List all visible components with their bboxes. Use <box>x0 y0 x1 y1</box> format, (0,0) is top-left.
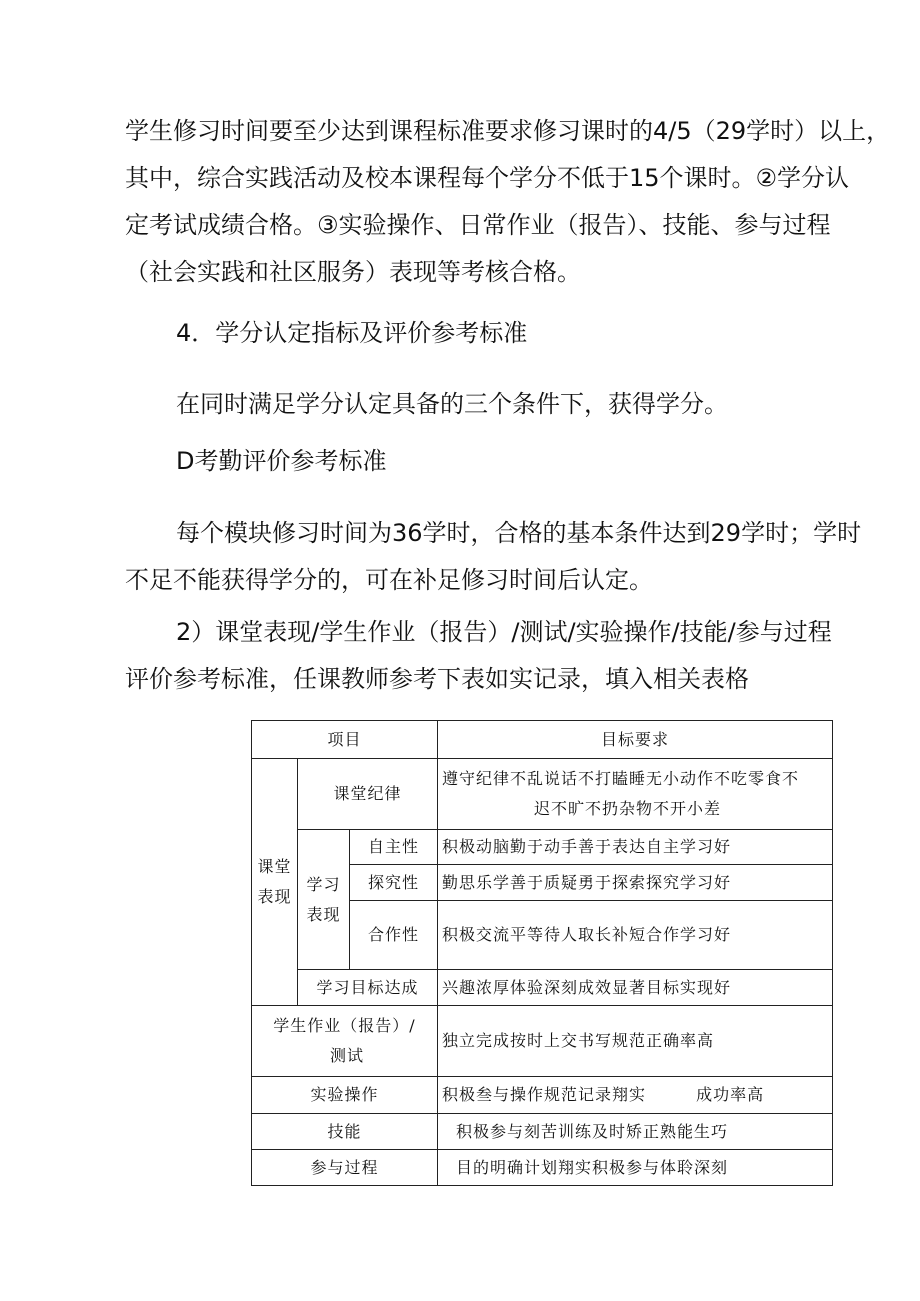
table-row <box>252 830 833 865</box>
requirement-line: 迟不旷不扔杂物不开小差 <box>534 799 722 818</box>
paragraph-line: 不足不能获得学分的，可在补足修习时间后认定。 <box>125 566 653 594</box>
skill-label-cell: 技能 <box>252 1114 438 1150</box>
header-requirement-cell: 目标要求 <box>438 721 833 759</box>
cooperation-requirement-cell: 积极交流平等待人取长补短合作学习好 <box>438 901 833 970</box>
discipline-requirement-cell <box>438 759 833 830</box>
paragraph-line: 定考试成绩合格。③实验操作、日常作业（报告）、技能、参与过程 <box>125 211 831 239</box>
paragraph-evaluation-standards <box>125 609 832 703</box>
header-item-cell: 项目 <box>252 721 438 759</box>
group-label-line: 表现 <box>306 904 341 924</box>
paragraph-line: 学生修习时间要至少达到课程标准要求修习课时的4/5（29学时）以上， <box>125 117 891 145</box>
inquiry-requirement-cell: 勤思乐学善于质疑勇于探索探究学习好 <box>438 865 833 901</box>
experiment-requirement-tail: 成功率高 <box>696 1085 765 1104</box>
paragraph-line: 其中，综合实践活动及校本课程每个学分不低于15个课时。②学分认 <box>125 164 850 192</box>
experiment-label-cell: 实验操作 <box>252 1077 438 1114</box>
group-label-line: 表现 <box>257 887 292 906</box>
autonomy-label-cell: 自主性 <box>350 830 438 865</box>
section-heading-credit-indicators: 4．学分认定指标及评价参考标准 <box>176 319 528 347</box>
table-row <box>252 759 833 830</box>
table-row <box>252 1006 833 1077</box>
homework-label-line: 学生作业（报告）/ <box>273 1016 416 1035</box>
paragraph-line: 每个模块修习时间为36学时，合格的基本条件达到29学时；学时 <box>176 519 862 547</box>
discipline-label-cell: 课堂纪律 <box>298 759 438 830</box>
goal-label-cell: 学习目标达成 <box>298 970 438 1006</box>
group-label-line: 学习 <box>306 874 341 894</box>
cooperation-label-cell: 合作性 <box>350 901 438 970</box>
inquiry-label-cell: 探究性 <box>350 865 438 901</box>
goal-requirement-cell: 兴趣浓厚体验深刻成效显著目标实现好 <box>438 970 833 1006</box>
table-row <box>252 970 833 1006</box>
requirement-line: 遵守纪律不乱说话不打瞌睡无小动作不吃零食不 <box>442 769 800 788</box>
section-heading-attendance: D考勤评价参考标准 <box>176 447 387 475</box>
paragraph-line: 2）课堂表现/学生作业（报告）/测试/实验操作/技能/参与过程 <box>176 618 832 646</box>
paragraph-line: 评价参考标准，任课教师参考下表如实记录，填入相关表格 <box>125 665 749 693</box>
group-label-line: 课堂 <box>257 857 292 876</box>
learning-performance-group-cell <box>298 830 350 970</box>
experiment-requirement-cell <box>438 1077 833 1114</box>
homework-label-line: 测试 <box>330 1046 365 1065</box>
paragraph-line: （社会实践和社区服务）表现等考核合格。 <box>125 258 581 286</box>
autonomy-requirement-cell: 积极动脑勤于动手善于表达自主学习好 <box>438 830 833 865</box>
table-row <box>252 1150 833 1186</box>
evaluation-standards-table <box>251 720 833 1186</box>
classroom-performance-group-cell <box>252 759 298 1006</box>
paragraph-credit-conditions: 在同时满足学分认定具备的三个条件下，获得学分。 <box>176 390 728 418</box>
table-row <box>252 1114 833 1150</box>
paragraph-study-time <box>125 108 890 296</box>
table-row <box>252 1077 833 1114</box>
participation-label-cell: 参与过程 <box>252 1150 438 1186</box>
paragraph-attendance-hours <box>125 510 862 604</box>
skill-requirement-cell: 积极参与刻苦训练及时矫正熟能生巧 <box>438 1114 833 1150</box>
experiment-requirement-text: 积极叁与操作规范记录翔实 <box>442 1085 647 1104</box>
participation-requirement-cell: 目的明确计划翔实积极参与体聆深刻 <box>438 1150 833 1186</box>
table-header-row <box>252 721 833 759</box>
homework-label-cell <box>252 1006 438 1077</box>
homework-requirement-cell: 独立完成按时上交书写规范正确率高 <box>438 1006 833 1077</box>
